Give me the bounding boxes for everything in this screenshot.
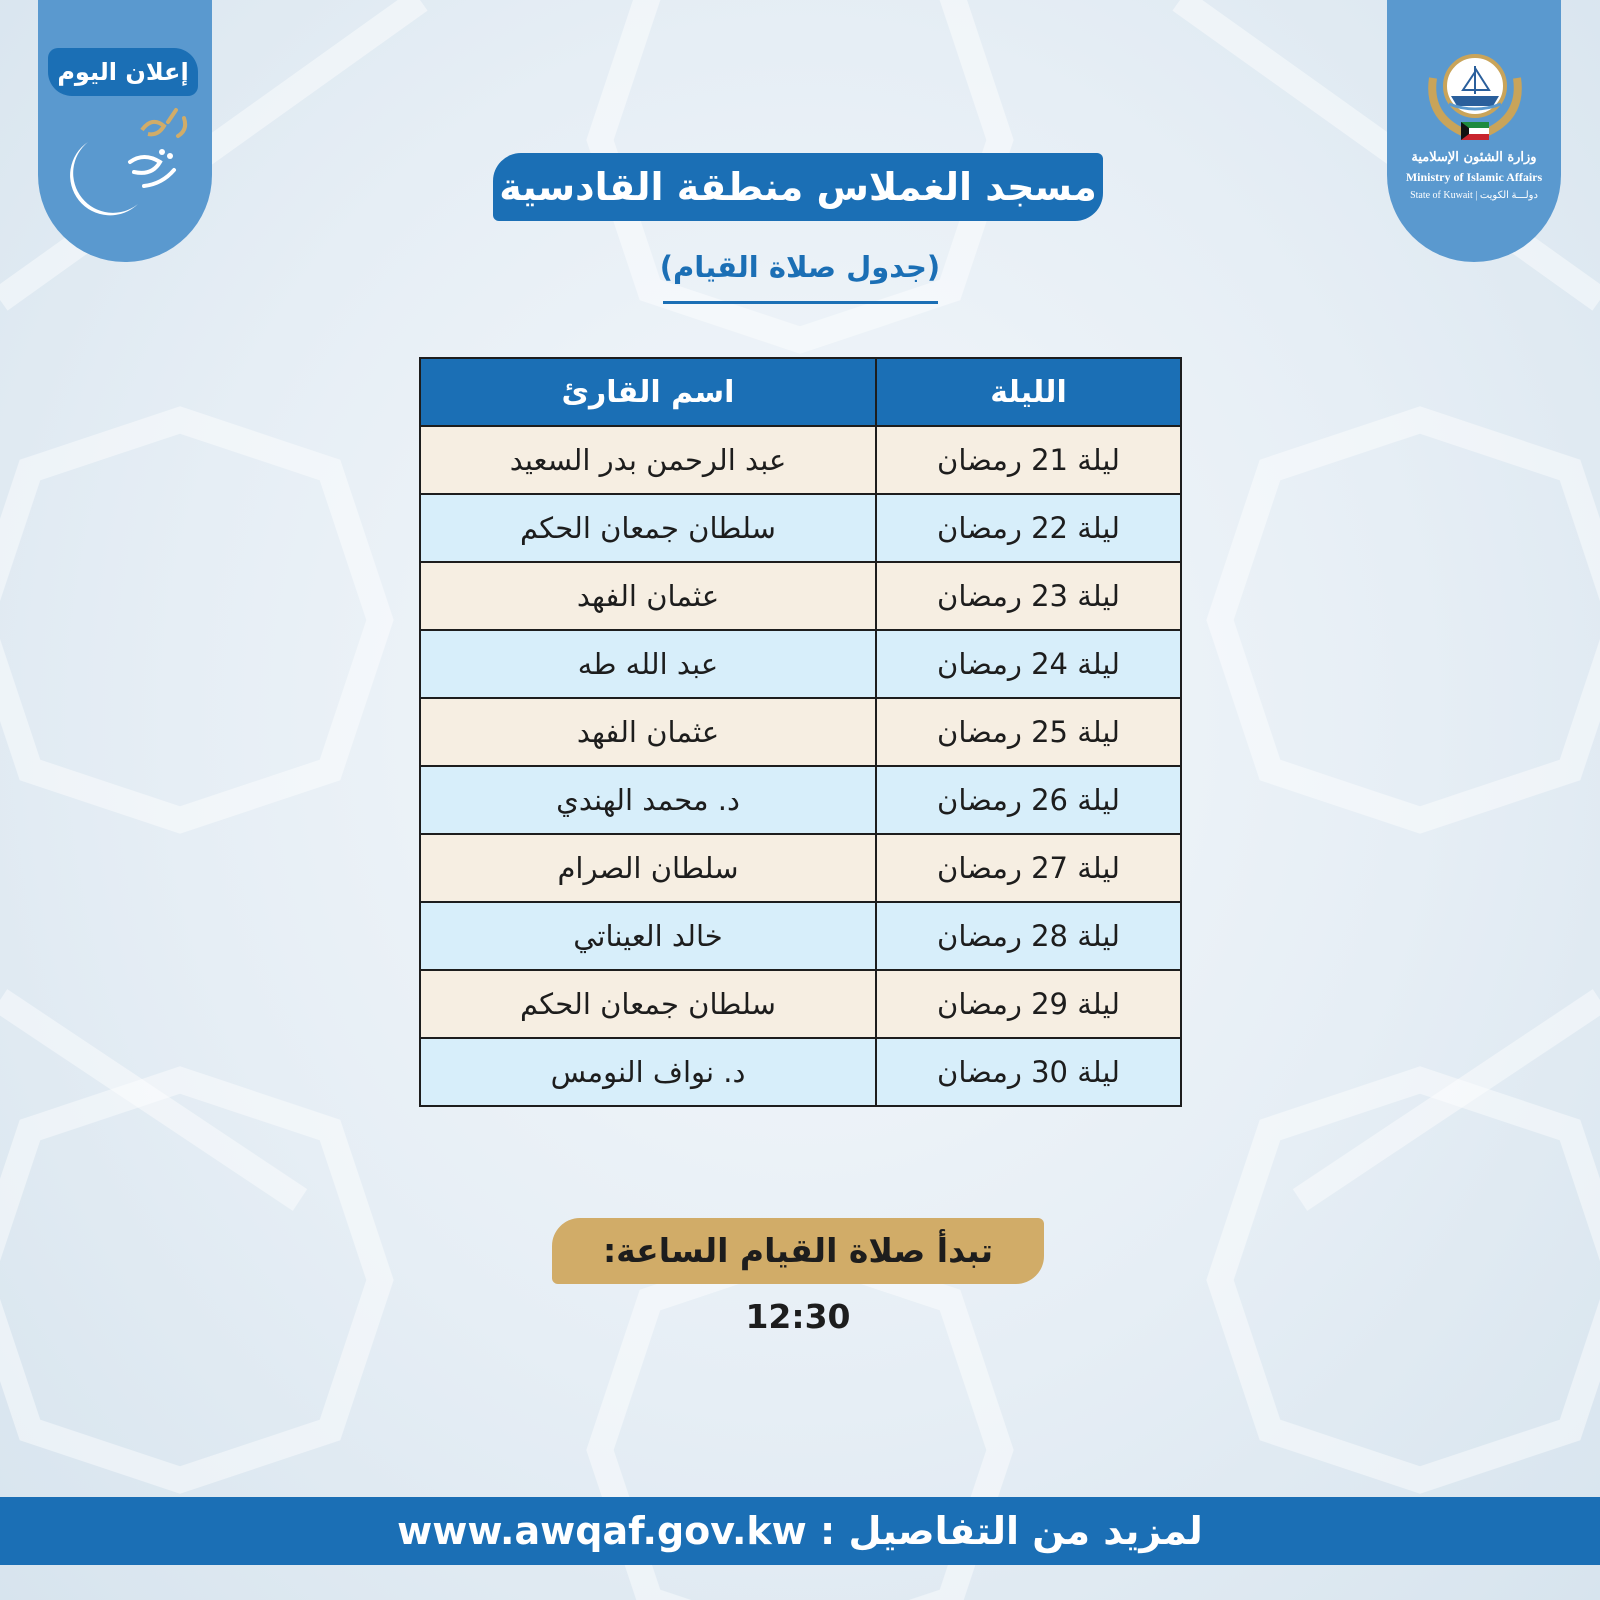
qiyam-schedule-table xyxy=(419,357,1182,1107)
reciter-cell: خالد العيناتي xyxy=(420,902,876,970)
reciter-cell: سلطان الصرام xyxy=(420,834,876,902)
campaign-tab xyxy=(38,0,212,262)
table-row xyxy=(420,766,1181,834)
header-night: الليلة xyxy=(876,358,1181,426)
night-cell: ليلة 23 رمضان xyxy=(876,562,1181,630)
header-reciter: اسم القارئ xyxy=(420,358,876,426)
ministry-name-arabic: وزارة الشئون الإسلامية xyxy=(1411,150,1537,165)
reciter-cell: سلطان جمعان الحكم xyxy=(420,970,876,1038)
table-row xyxy=(420,970,1181,1038)
website-link[interactable]: www.awqaf.gov.kw xyxy=(397,1509,807,1553)
reciter-cell: د. نواف النومس xyxy=(420,1038,876,1106)
night-cell: ليلة 30 رمضان xyxy=(876,1038,1181,1106)
night-cell: ليلة 28 رمضان xyxy=(876,902,1181,970)
night-cell: ليلة 26 رمضان xyxy=(876,766,1181,834)
reciter-cell: سلطان جمعان الحكم xyxy=(420,494,876,562)
reciter-cell: عبد الرحمن بدر السعيد xyxy=(420,426,876,494)
subtitle-underline xyxy=(663,301,938,304)
night-cell: ليلة 24 رمضان xyxy=(876,630,1181,698)
table-row xyxy=(420,426,1181,494)
prayer-start-time: تبدأ صلاة القيام الساعة: 12:30 xyxy=(552,1218,1044,1284)
night-cell: ليلة 29 رمضان xyxy=(876,970,1181,1038)
night-cell: ليلة 21 رمضان xyxy=(876,426,1181,494)
footer-bar xyxy=(0,1497,1600,1565)
state-name: State of Kuwait | دولـــة الكويت xyxy=(1410,190,1538,201)
kuwait-emblem-icon xyxy=(1427,38,1523,148)
table-row xyxy=(420,630,1181,698)
footer-label: لمزيد من التفاصيل : xyxy=(820,1509,1203,1553)
ministry-tab xyxy=(1387,0,1561,262)
ministry-name-english: Ministry of Islamic Affairs xyxy=(1405,170,1543,184)
reciter-cell: عبد الله طه xyxy=(420,630,876,698)
announcement-badge: إعلان اليوم xyxy=(48,48,198,96)
table-row xyxy=(420,562,1181,630)
table-row xyxy=(420,834,1181,902)
mosque-title: مسجد الغملاس منطقة القادسية xyxy=(493,153,1103,221)
table-header-row xyxy=(420,358,1181,426)
reciter-cell: عثمان الفهد xyxy=(420,698,876,766)
table-row xyxy=(420,698,1181,766)
night-cell: ليلة 27 رمضان xyxy=(876,834,1181,902)
campaign-calligraphy-logo xyxy=(50,100,200,220)
table-row xyxy=(420,494,1181,562)
table-row xyxy=(420,1038,1181,1106)
table-row xyxy=(420,902,1181,970)
night-cell: ليلة 25 رمضان xyxy=(876,698,1181,766)
schedule-subtitle: (جدول صلاة القيام) xyxy=(659,250,941,284)
night-cell: ليلة 22 رمضان xyxy=(876,494,1181,562)
reciter-cell: د. محمد الهندي xyxy=(420,766,876,834)
reciter-cell: عثمان الفهد xyxy=(420,562,876,630)
